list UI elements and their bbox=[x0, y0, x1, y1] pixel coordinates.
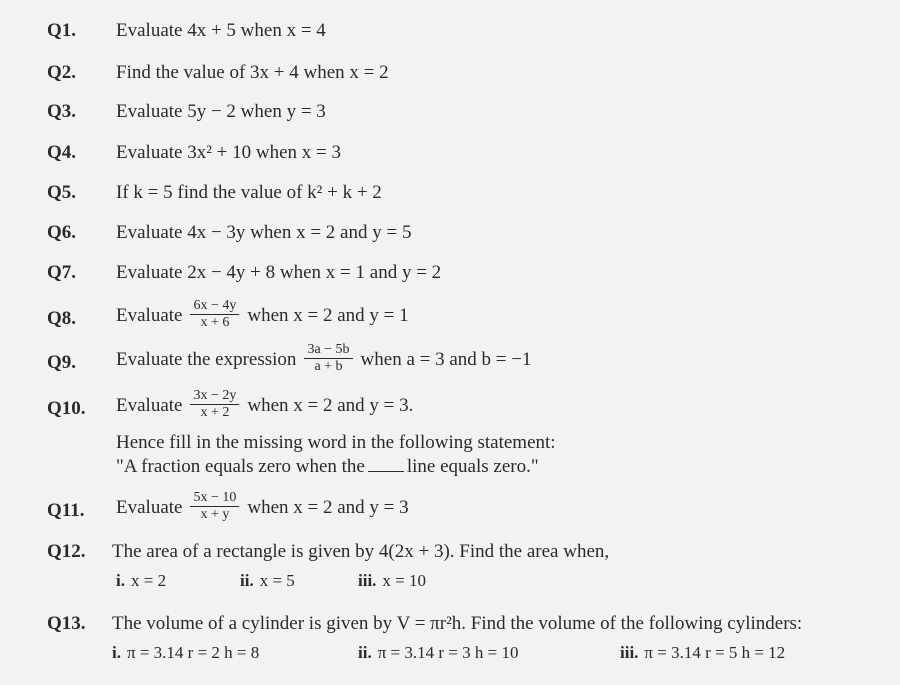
question-text: Find the value of 3x + 4 when x = 2 bbox=[116, 62, 389, 83]
part-label: i. bbox=[116, 571, 125, 590]
question-number: Q4. bbox=[47, 142, 77, 163]
part-ii bbox=[358, 642, 518, 664]
fraction-numerator: 5x − 10 bbox=[190, 490, 239, 507]
part-label: ii. bbox=[358, 643, 372, 662]
question-lead: Evaluate bbox=[116, 394, 183, 416]
question-number: Q7. bbox=[47, 262, 77, 283]
part-label: ii. bbox=[240, 571, 254, 590]
part-i bbox=[112, 642, 259, 664]
question-text: Evaluate 3x² + 10 when x = 3 bbox=[116, 142, 341, 163]
instruction-text: Hence fill in the missing word in the following statement: bbox=[116, 432, 556, 453]
part-value: π = 3.14 r = 2 h = 8 bbox=[126, 643, 260, 662]
fraction bbox=[190, 490, 239, 523]
fraction-numerator: 6x − 4y bbox=[190, 298, 239, 315]
fraction-denominator: x + 6 bbox=[200, 315, 230, 330]
fraction bbox=[304, 342, 352, 375]
part-value: x = 10 bbox=[382, 571, 427, 590]
question-text: If k = 5 find the value of k² + k + 2 bbox=[116, 182, 382, 203]
part-label: iii. bbox=[358, 571, 377, 590]
fraction-numerator: 3a − 5b bbox=[304, 342, 352, 359]
question-number: Q8. bbox=[47, 308, 77, 329]
fraction-denominator: x + 2 bbox=[200, 405, 230, 420]
question-condition: when x = 2 and y = 1 bbox=[247, 304, 409, 326]
statement-end: line equals zero." bbox=[406, 456, 539, 477]
question-text: Evaluate 2x − 4y + 8 when x = 1 and y = 2 bbox=[116, 262, 442, 283]
part-i bbox=[116, 570, 166, 592]
question-text: Evaluate 4x + 5 when x = 4 bbox=[116, 20, 326, 41]
part-value: π = 3.14 r = 3 h = 10 bbox=[377, 643, 519, 662]
question-condition: when x = 2 and y = 3 bbox=[247, 496, 409, 518]
part-label: iii. bbox=[620, 643, 639, 662]
question-number: Q2. bbox=[47, 62, 77, 83]
fraction bbox=[190, 388, 239, 421]
fraction-numerator: 3x − 2y bbox=[190, 388, 239, 405]
question-number: Q12. bbox=[47, 541, 86, 562]
part-value: x = 5 bbox=[259, 571, 295, 590]
question-text bbox=[116, 390, 413, 423]
fraction-denominator: x + y bbox=[200, 507, 230, 522]
question-text bbox=[116, 344, 531, 377]
statement-start: "A fraction equals zero when the bbox=[116, 456, 365, 477]
part-iii bbox=[620, 642, 785, 664]
question-number: Q13. bbox=[47, 613, 86, 634]
question-number: Q9. bbox=[47, 352, 77, 373]
part-ii bbox=[240, 570, 295, 592]
question-number: Q6. bbox=[47, 222, 77, 243]
question-text bbox=[116, 492, 409, 525]
question-text: Evaluate 4x − 3y when x = 2 and y = 5 bbox=[116, 222, 412, 243]
question-text: The area of a rectangle is given by 4(2x + 3). Find the area when, bbox=[112, 541, 610, 562]
part-value: x = 2 bbox=[130, 571, 167, 590]
question-condition: when x = 2 and y = 3. bbox=[247, 394, 414, 416]
part-iii bbox=[358, 570, 426, 592]
question-lead: Evaluate bbox=[116, 304, 183, 326]
fraction-denominator: a + b bbox=[314, 359, 343, 374]
question-lead: Evaluate the expression bbox=[116, 348, 297, 370]
question-text: The volume of a cylinder is given by V = πr²h. Find the volume of the following cylinders: bbox=[112, 613, 803, 634]
part-label: i. bbox=[112, 643, 121, 662]
question-lead: Evaluate bbox=[116, 496, 183, 518]
question-number: Q1. bbox=[47, 20, 77, 41]
question-number: Q11. bbox=[47, 500, 85, 521]
statement-text bbox=[116, 456, 539, 478]
question-number: Q10. bbox=[47, 398, 86, 419]
question-number: Q3. bbox=[47, 101, 77, 122]
question-text bbox=[116, 300, 409, 333]
part-value: π = 3.14 r = 5 h = 12 bbox=[644, 643, 786, 662]
question-condition: when a = 3 and b = −1 bbox=[360, 348, 532, 370]
fraction bbox=[190, 298, 239, 331]
question-text: Evaluate 5y − 2 when y = 3 bbox=[116, 101, 326, 122]
question-number: Q5. bbox=[47, 182, 77, 203]
fill-in-blank bbox=[368, 471, 404, 472]
